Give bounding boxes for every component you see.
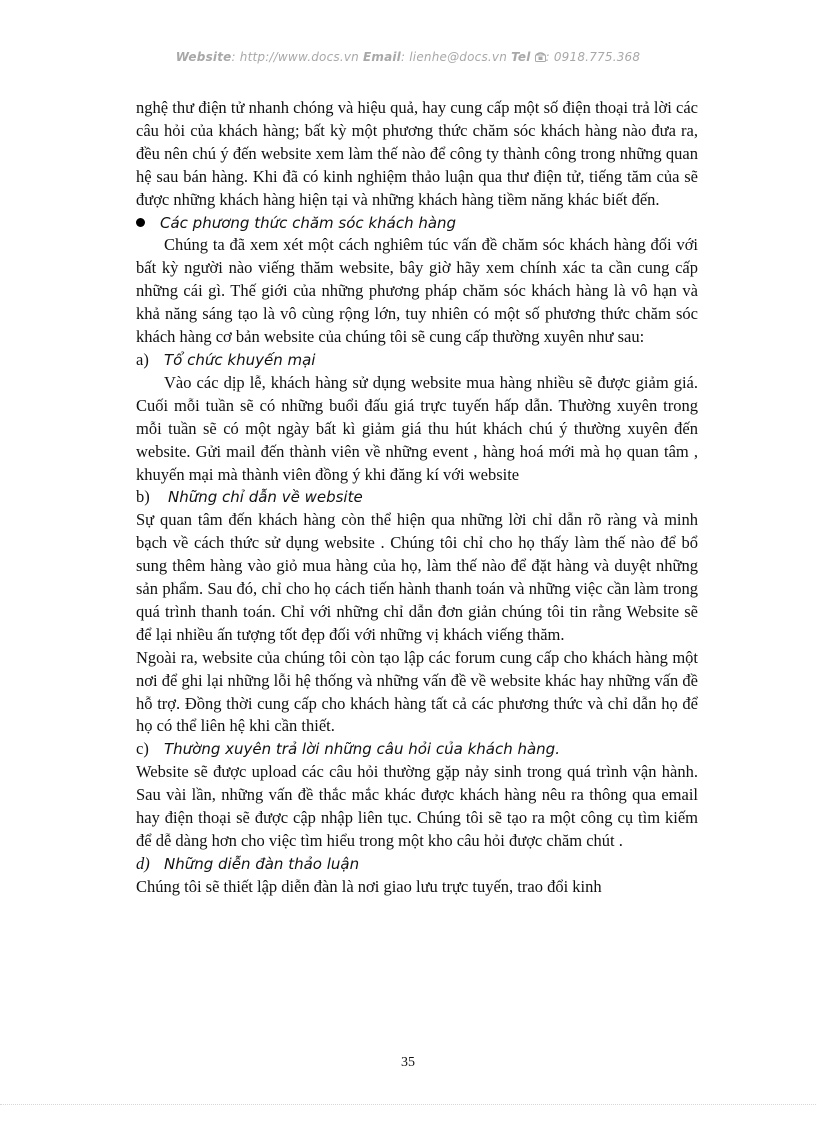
bullet-heading-customer-care bbox=[136, 212, 698, 235]
website-value: : http://www.docs.vn bbox=[231, 50, 359, 64]
website-label: Website bbox=[175, 50, 232, 64]
email-label: Email bbox=[362, 50, 401, 64]
phone-icon bbox=[535, 52, 546, 62]
footer-divider bbox=[0, 1104, 816, 1105]
subheading-d bbox=[136, 853, 698, 876]
paragraph-intro-continued: nghệ thư điện tử nhanh chóng và hiệu quả, hay cung cấp một số điện thoại trả lời các câu hỏi của khách hàng; bất kỳ một phương thức chăm sóc khách hàng nào đưa ra, đều nên chú ý đến website xem làm thế nào để công ty thành công trong những quan hệ sau bán hàng. Khi đã có kinh nghiệm thảo luận qua thư điện tử, tiếng tăm của sẽ được những khách hàng hiện tại và những khách hàng tiềm năng khác biết đến. bbox=[136, 98, 698, 209]
page-header bbox=[0, 50, 816, 64]
subheading-marker: a) bbox=[136, 349, 149, 369]
paragraph-faq: Website sẽ được upload các câu hỏi thường gặp nảy sinh trong quá trình vận hành. Sau vài lần, những vấn đề thắc mắc khác được khách hàng nêu ra thông qua email hay điện thoại sẽ được cập nhập liên tục. Chúng tôi sẽ tạo ra một công cụ tìm kiếm để dễ dàng hơn cho việc tìm hiểu trong một kho câu hỏi được chăm chút . bbox=[136, 762, 698, 850]
subheading-title: Những chỉ dẫn về website bbox=[168, 488, 363, 507]
paragraph-forum: Ngoài ra, website của chúng tôi còn tạo lập các forum cung cấp cho khách hàng một nơi để ghi lại những lỗi hệ thống và những vấn đề về website khác hay những vấn đề hỗ trợ. Đồng thời cung cấp cho khách hàng tất cả các phương thức và chỉ dẫn họ để họ có thể liên hệ khi cần thiết. bbox=[136, 647, 698, 736]
bullet-dot-icon bbox=[136, 218, 145, 227]
section-heading: Các phương thức chăm sóc khách hàng bbox=[160, 213, 457, 232]
subheading-b bbox=[136, 486, 698, 509]
paragraph-promotions: Vào các dịp lễ, khách hàng sử dụng website mua hàng nhiều sẽ được giảm giá. Cuối mỗi tuần sẽ có những buổi đấu giá trực tuyến hấp dẫn. Thường xuyên trong mỗi tuần sẽ có một ngày bất kì giảm giá thu hút khách chú ý thường xuyên đến website. Gửi mail đến thành viên về những event , hàng hoá mới mà họ quan tâm , khuyến mại mà thành viên đồng ý khi đăng kí với website bbox=[136, 372, 698, 484]
subheading-marker: b) bbox=[136, 487, 150, 507]
paragraph-overview: Chúng ta đã xem xét một cách nghiêm túc vấn đề chăm sóc khách hàng đối với bất kỳ người nào viếng thăm website, bây giờ hãy xem chính xác ta cần cung cấp những cái gì. Thế giới của những phương pháp chăm sóc khách hàng là vô hạn và khả năng sáng tạo là vô cùng rộng lớn, tuy nhiên có một số phương thức chăm sóc khách hàng cơ bản website của chúng tôi sẽ cung cấp thường xuyên như sau: bbox=[136, 235, 698, 347]
subheading-marker: d) bbox=[136, 853, 150, 873]
tel-label: Tel bbox=[511, 50, 531, 64]
subheading-marker: c) bbox=[136, 739, 149, 759]
subheading-c bbox=[136, 738, 698, 761]
tel-value: : 0918.775.368 bbox=[545, 50, 641, 64]
subheading-title: Thường xuyên trả lời những câu hỏi của khách hàng. bbox=[164, 740, 560, 759]
subheading-a bbox=[136, 349, 698, 372]
page-number: 35 bbox=[401, 1055, 415, 1070]
paragraph-instructions: Sự quan tâm đến khách hàng còn thể hiện qua những lời chỉ dẫn rõ ràng và minh bạch về cách thức sử dụng website . Chúng tôi chỉ cho họ thấy làm thế nào để bổ sung thêm hàng vào giỏ mua hàng của họ, làm thế nào để đặt hàng và duyệt những sản phẩm. Sau đó, chỉ cho họ cách tiến hành thanh toán và những việc cần làm trong quá trình thanh toán. Chỉ với những chỉ dẫn đơn giản chúng tôi tin rằng Website sẽ để lại nhiều ấn tượng tốt đẹp đối với những vị khách viếng thăm. bbox=[136, 510, 698, 644]
subheading-title: Tổ chức khuyến mại bbox=[164, 350, 316, 369]
paragraph-discussion: Chúng tôi sẽ thiết lập diễn đàn là nơi giao lưu trực tuyến, trao đổi kinh bbox=[136, 876, 602, 896]
subheading-title: Những diễn đàn thảo luận bbox=[164, 854, 360, 873]
email-value: : lienhe@docs.vn bbox=[401, 50, 508, 64]
document-body bbox=[136, 97, 698, 899]
